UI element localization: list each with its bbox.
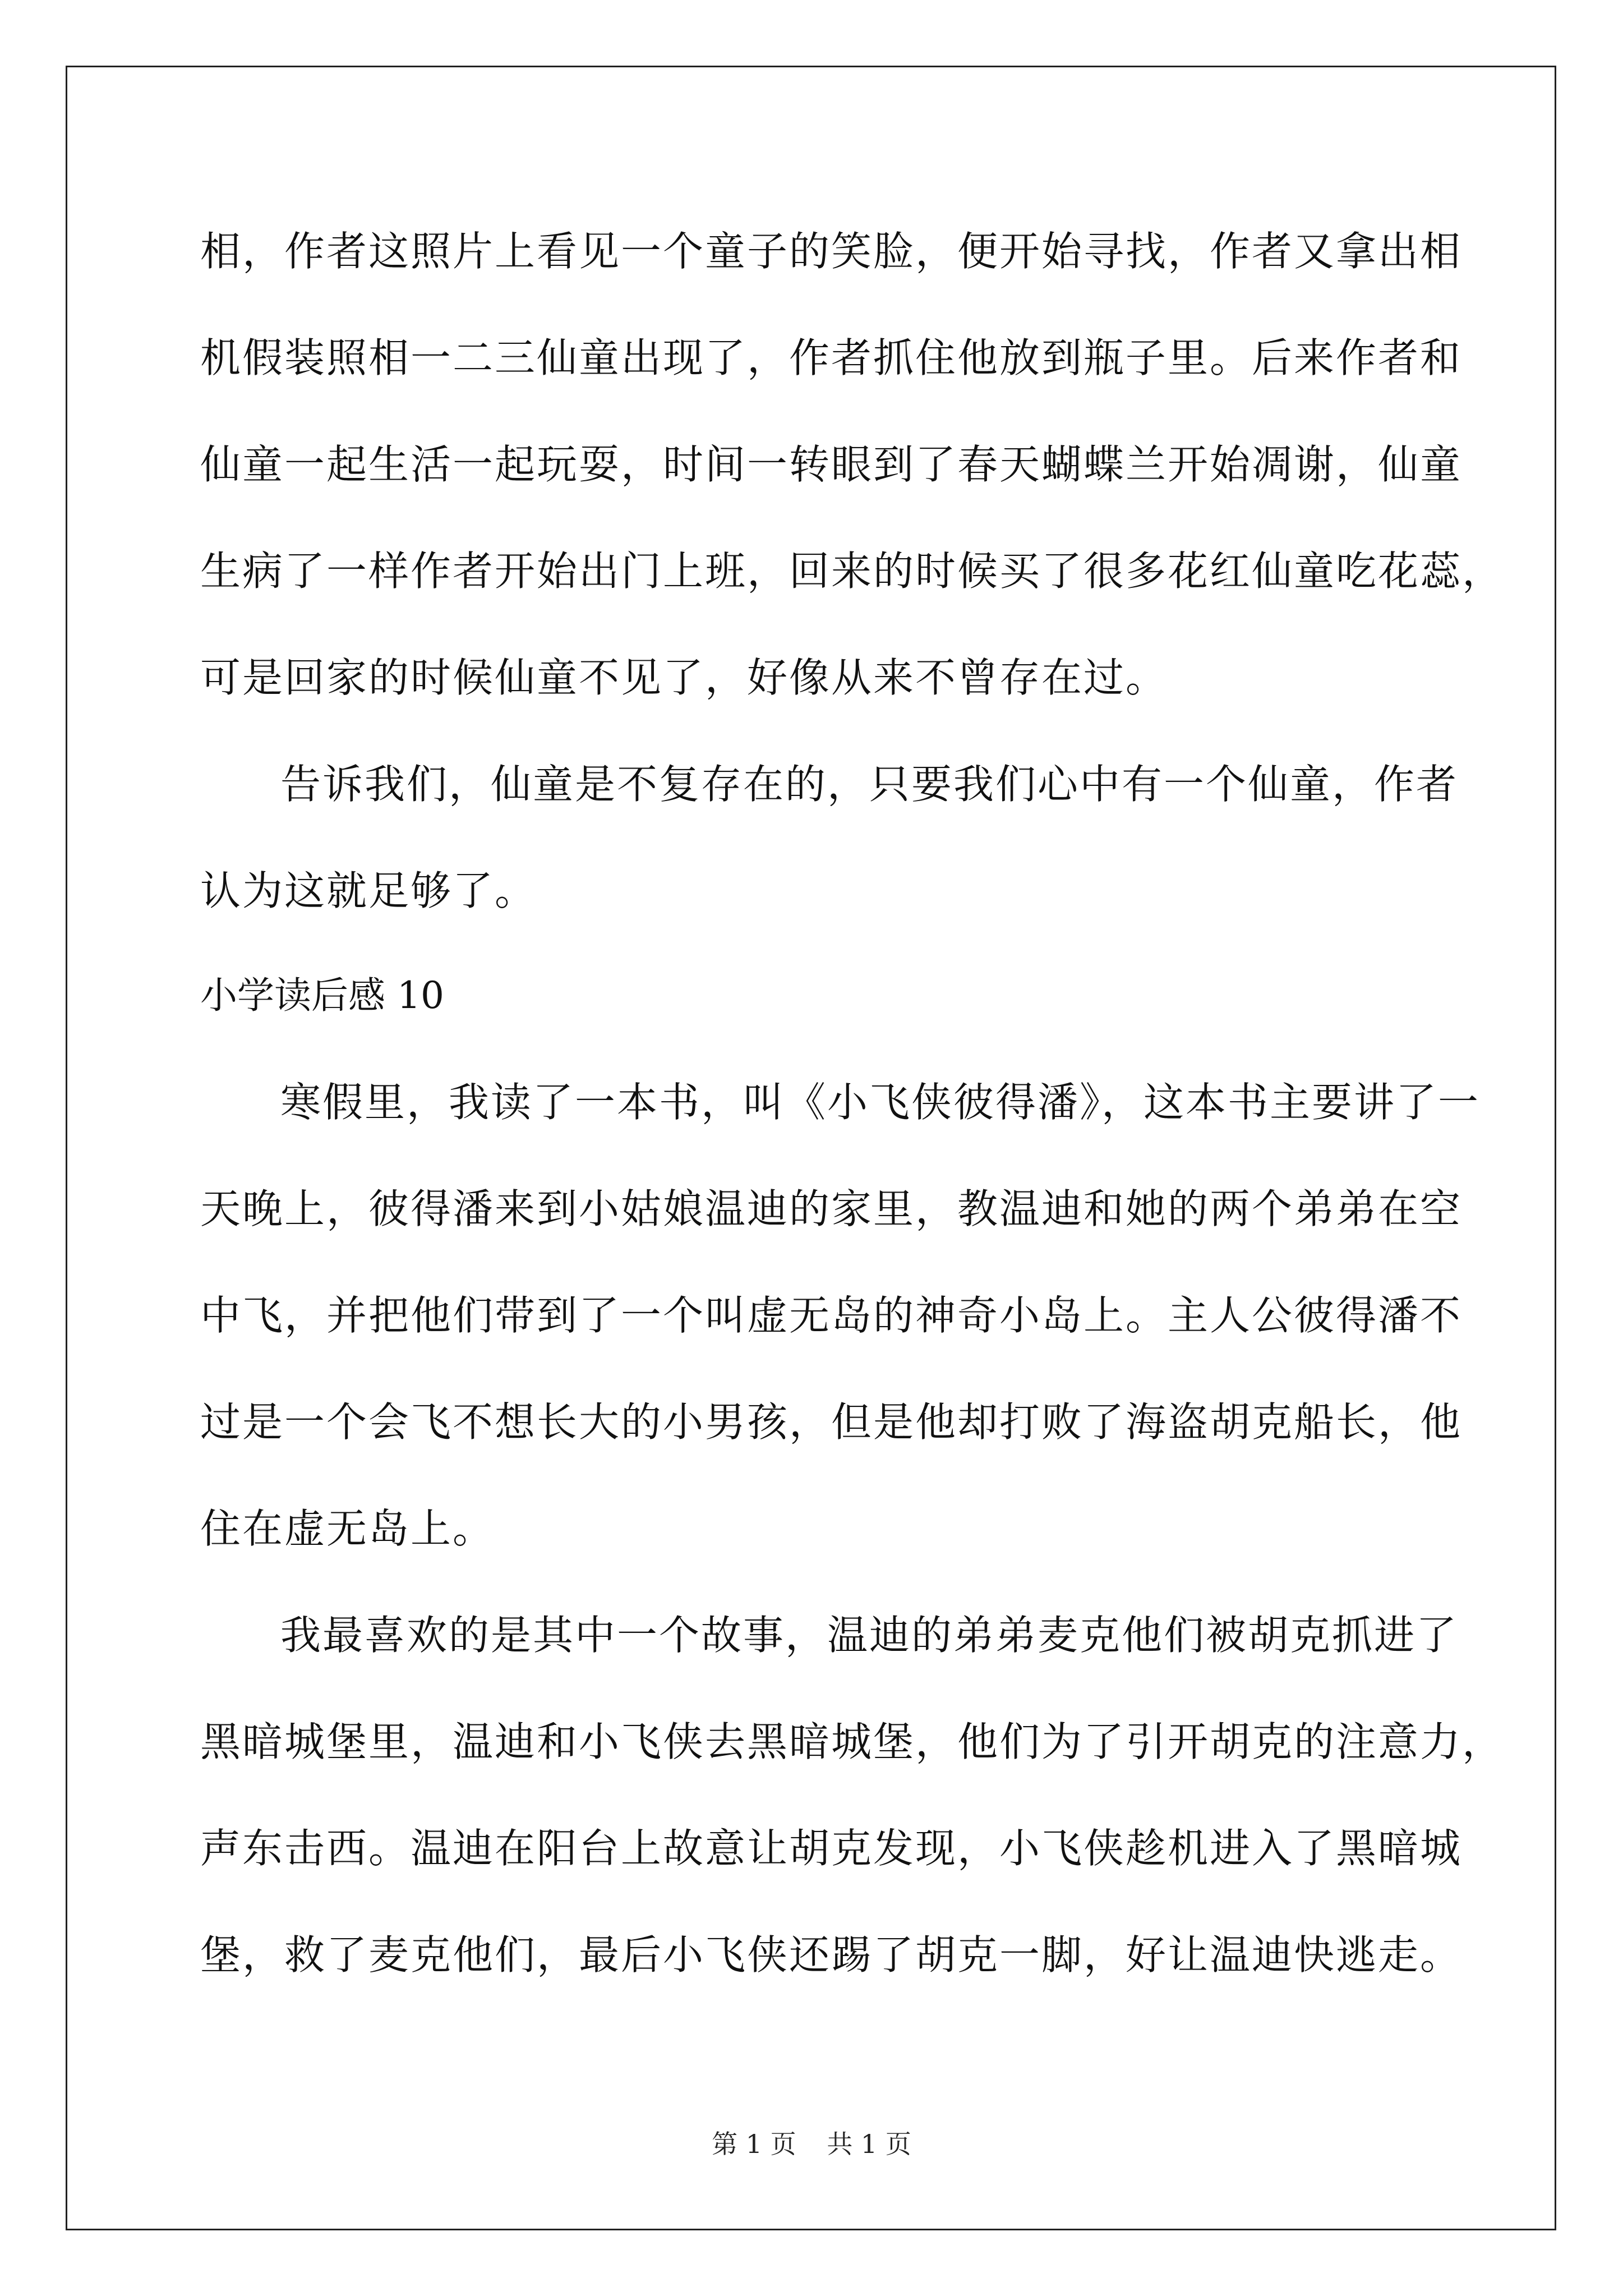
text-line: 黑暗城堡里，温迪和小飞侠去黑暗城堡，他们为了引开胡克的注意力，: [200, 1718, 1505, 1765]
text-line: 告诉我们，仙童是不复存在的，只要我们心中有一个仙童，作者: [280, 761, 1459, 808]
page-number-current: 第 1 页: [712, 2129, 796, 2159]
text-line: 机假装照相一二三仙童出现了，作者抓住他放到瓶子里。后来作者和: [200, 334, 1463, 381]
page-footer: [0, 2127, 1623, 2161]
page-border: [66, 66, 1556, 2230]
text-line: 中飞，并把他们带到了一个叫虚无岛的神奇小岛上。主人公彼得潘不: [200, 1292, 1463, 1339]
text-line: 住在虚无岛上。: [200, 1505, 495, 1552]
page-number-total: 共 1 页: [827, 2129, 911, 2159]
section-heading: 小学读后感 10: [200, 974, 444, 1017]
text-line: 声东击西。温迪在阳台上故意让胡克发现，小飞侠趁机进入了黑暗城: [200, 1825, 1463, 1872]
text-line: 可是回家的时候仙童不见了，好像从来不曾存在过。: [200, 654, 1168, 701]
text-line: 我最喜欢的是其中一个故事，温迪的弟弟麦克他们被胡克抓进了: [280, 1612, 1459, 1659]
text-line: 认为这就足够了。: [200, 867, 537, 914]
text-line: 寒假里，我读了一本书，叫《小飞侠彼得潘》，这本书主要讲了一: [280, 1079, 1481, 1126]
text-line: 生病了一样作者开始出门上班，回来的时候买了很多花红仙童吃花蕊，: [200, 547, 1505, 595]
text-line: 天晚上，彼得潘来到小姑娘温迪的家里，教温迪和她的两个弟弟在空: [200, 1185, 1463, 1232]
text-line: 过是一个会飞不想长大的小男孩，但是他却打败了海盗胡克船长，他: [200, 1398, 1463, 1446]
text-line: 仙童一起生活一起玩耍，时间一转眼到了春天蝴蝶兰开始凋谢，仙童: [200, 441, 1463, 488]
text-line: 堡，救了麦克他们，最后小飞侠还踢了胡克一脚，好让温迪快逃走。: [200, 1931, 1463, 1978]
text-line: 相，作者这照片上看见一个童子的笑脸，便开始寻找，作者又拿出相: [200, 228, 1463, 275]
